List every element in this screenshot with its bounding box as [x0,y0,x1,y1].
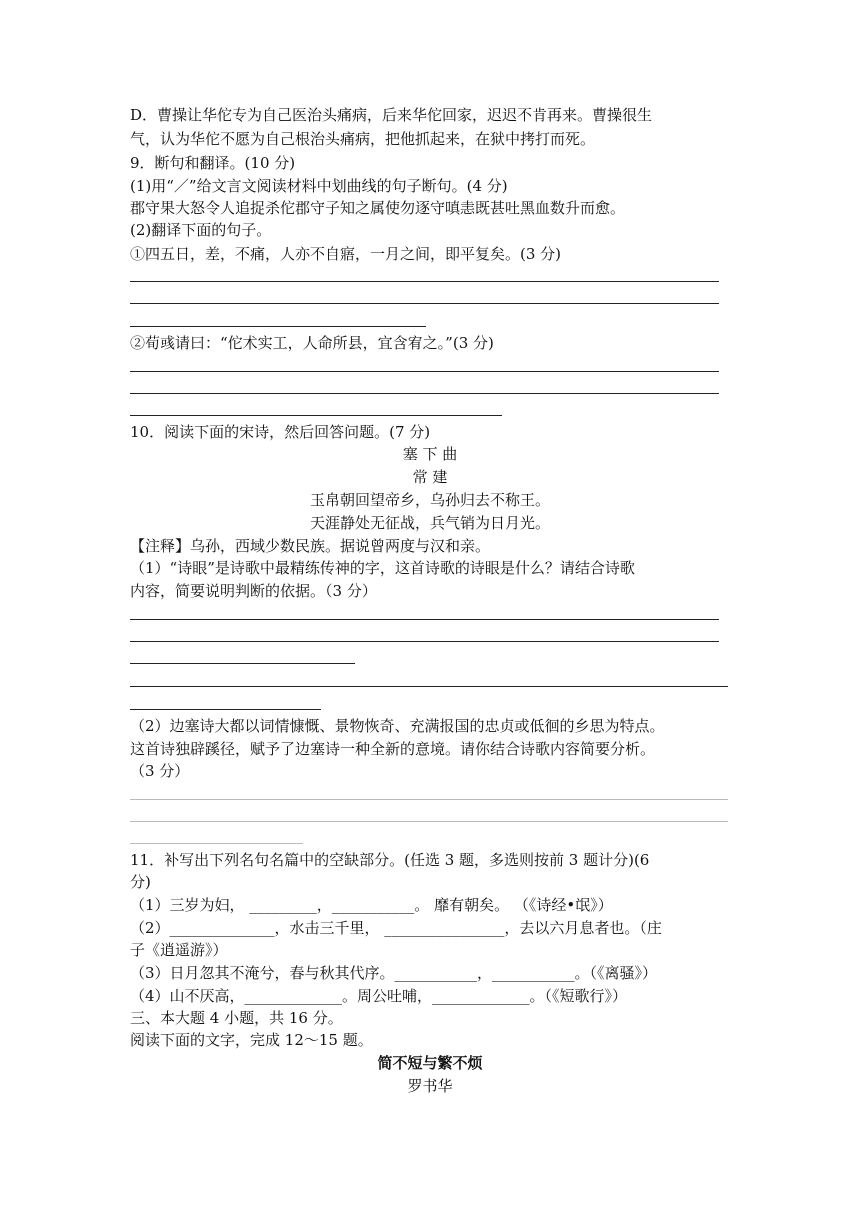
answer-line[interactable] [130,371,719,372]
reading-instruction: 阅读下面的文字，完成 12～15 题。 [130,1031,373,1049]
question-11-item-3: （3）日月忽其不淹兮，春与秋其代序。___________，___________。（《离骚》） [130,964,658,982]
question-11-item-2: （2）______________，水击三千里， ________________，去以六月息者也。（庄 [130,919,662,937]
answer-line[interactable] [130,415,502,416]
answer-line[interactable] [130,686,728,687]
question-10-title: 10．阅读下面的宋诗，然后回答问题。(7 分) [130,423,431,441]
question-9-sentence-2: ②荀彧请曰：“佗术实工，人命所县，宜含宥之。”(3 分) [130,334,494,352]
question-11-item-1: （1）三岁为妇， _________，___________。 靡有朝矣。 （《诗经•氓》） [130,896,613,914]
answer-line[interactable] [130,709,321,710]
section-3-heading: 三、本大题 4 小题，共 16 分。 [130,1009,343,1027]
answer-line[interactable] [130,821,728,822]
question-9-passage: 郡守果大怒令人追捉杀佗郡守子知之属使勿逐守嗔恚既甚吐黑血数升而愈。 [130,199,626,217]
poem-note: 【注释】乌孙，西域少数民族。据说曾两度与汉和亲。 [130,537,491,555]
question-10-2-line-3: （3 分） [130,762,190,780]
poem-line-1: 玉帛朝回望帝乡，乌孙归去不称王。 [309,491,550,509]
article-author: 罗书华 [407,1077,453,1095]
article-title: 简不短与繁不烦 [377,1054,483,1072]
question-9-part-1: (1)用“／”给文言文阅读材料中划曲线的句子断句。(4 分) [130,177,508,195]
poem-line-2: 天涯静处无征战，兵气销为日月光。 [309,514,550,532]
answer-line[interactable] [130,843,303,844]
answer-line[interactable] [130,326,426,327]
answer-line[interactable] [130,619,719,620]
question-10-2-line-1: （2）边塞诗大都以词情慷慨、景物恢奇、充满报国的忠贞或低徊的乡思为特点。 [130,717,665,735]
answer-line[interactable] [130,799,728,800]
question-10-1-line-1: （1）“诗眼”是诗歌中最精练传神的字，这首诗歌的诗眼是什么？请结合诗歌 [130,559,635,577]
answer-line[interactable] [130,281,719,282]
question-11-item-2-cont: 子《逍遥游》） [130,941,228,959]
answer-line[interactable] [130,641,719,642]
question-11-title-line-1: 11．补写出下列名句名篇中的空缺部分。(任选 3 题，多选则按前 3 题计分)(6 [130,851,650,869]
question-11-item-4: （4）山不厌高，_____________。周公吐哺，_____________。（《短歌行》） [130,987,628,1005]
answer-line[interactable] [130,303,719,304]
question-9-part-2: (2)翻译下面的句子。 [130,221,272,239]
answer-line[interactable] [130,663,355,664]
option-d-line-1: D．曹操让华佗专为自己医治头痛病，后来华佗回家，迟迟不肯再来。曹操很生 [130,106,653,124]
question-10-2-line-2: 这首诗独辟蹊径，赋予了边塞诗一种全新的意境。请你结合诗歌内容简要分析。 [130,740,656,758]
question-9-sentence-1: ①四五日，差，不痛，人亦不自寤，一月之间，即平复矣。(3 分) [130,245,562,263]
poem-title: 塞 下 曲 [402,445,458,463]
answer-line[interactable] [130,393,719,394]
question-10-1-line-2: 内容，简要说明判断的依据。（3 分） [130,582,377,600]
poem-author: 常 建 [412,468,448,486]
option-d-line-2: 气，认为华佗不愿为自己根治头痛病，把他抓起来，在狱中拷打而死。 [130,130,596,148]
question-11-title-line-2: 分) [130,873,151,891]
question-9-title: 9．断句和翻译。(10 分) [130,154,296,172]
